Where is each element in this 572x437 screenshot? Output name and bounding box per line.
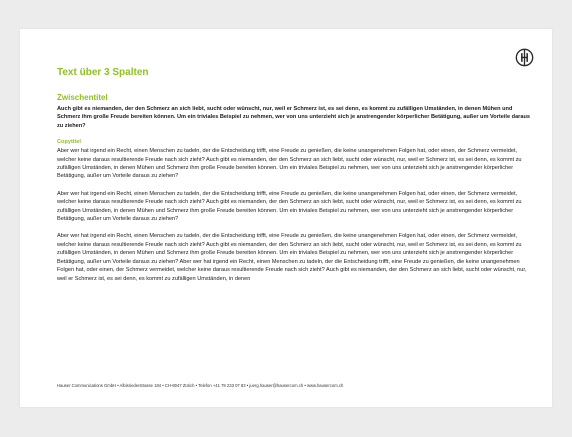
hauser-h-logo-icon [515,48,534,67]
slide-title: Text über 3 Spalten [57,67,149,78]
body-paragraph: Aber wer hat irgend ein Recht, einen Menschen zu tadeln, der die Entscheidung trifft, eine Freude zu genießen, die keine unangenehmen Folgen hat, oder einen, der Schmerz vermeidet, welcher keine daraus resultierende Freude nach sich zieht? Auch gibt es niemanden, der den Schmerz an sich liebt, sucht oder wünscht, nur, weil er Schmerz ist, es sei denn, es kommt zu zufälligen Umständen, in denen Mühen und Schmerz ihm große Freude bereiten können. Um ein triviales Beispiel zu nehmen, wer von uns unterzieht sich je anstrengender körperlicher Betätigung, außer um Vorteile daraus zu ziehen? [57,190,522,223]
subtitle: Zwischentitel [57,93,108,102]
footer-contact: Hauser Communications GmbH • Albisriederstrasse 184 • CH-8047 Zürich • Telefon +41 79 233 07 83 • juerg.hauser@hausercom.ch • www.hausercom.ch [57,383,344,388]
body-paragraph: Aber wer hat irgend ein Recht, einen Menschen zu tadeln, der die Entscheidung trifft, eine Freude zu genießen, die keine unangenehmen Folgen hat, oder einen, der Schmerz vermeidet, welcher keine daraus resultierende Freude nach sich zieht? Auch gibt es niemanden, der den Schmerz an sich liebt, sucht oder wünscht, nur, weil er Schmerz ist, es sei denn, es kommt zu zufälligen Umständen, in denen Mühen und Schmerz ihm große Freude bereiten können. Um ein triviales Beispiel zu nehmen, wer von uns unterzieht sich je anstrengender körperlicher Betätigung, außer um Vorteile daraus zu ziehen? [57,148,522,180]
body-paragraph: Aber wer hat irgend ein Recht, einen Menschen zu tadeln, der die Entscheidung trifft, eine Freude zu genießen, die keine unangenehmen Folgen hat, oder einen, der Schmerz vermeidet, welcher keine daraus resultierende Freude nach sich zieht? Auch gibt es niemanden, der den Schmerz an sich liebt, sucht oder wünscht, nur, weil er Schmerz ist, es sei denn, es kommt zu zufälligen Umständen, in denen Mühen und Schmerz ihm große Freude bereiten können. Um ein triviales Beispiel zu nehmen, wer von uns unterzieht sich je anstrengender körperlicher Betätigung, außer um Vorteile daraus zu ziehen? Aber wer hat irgend ein Recht, einen Menschen zu tadeln, der die Entscheidung trifft, eine Freude zu genießen, die keine unangenehmen Folgen hat, oder einen, der Schmerz vermeidet, welcher keine daraus resultierende Freude nach sich zieht? Auch gibt es niemanden, der den Schmerz an sich liebt, sucht oder wünscht, nur, weil er Schmerz ist, es sei denn, es kommt zu zufälligen Umständen, in denen [57,233,527,282]
slide-page [20,29,552,407]
intro-paragraph: Auch gibt es niemanden, der den Schmerz an sich liebt, sucht oder wünscht, nur, weil er Schmerz ist, es sei denn, es kommt zu zufälligen Umständen, in denen Mühen und Schmerz ihm große Freude bereiten können. Um ein triviales Beispiel zu nehmen, wer von uns unterzieht sich je anstrengender körperlicher Betätigung, außer um Vorteile daraus zu ziehen? [57,106,530,129]
text-content [57,93,535,292]
copy-title: Copytitel [57,139,81,146]
